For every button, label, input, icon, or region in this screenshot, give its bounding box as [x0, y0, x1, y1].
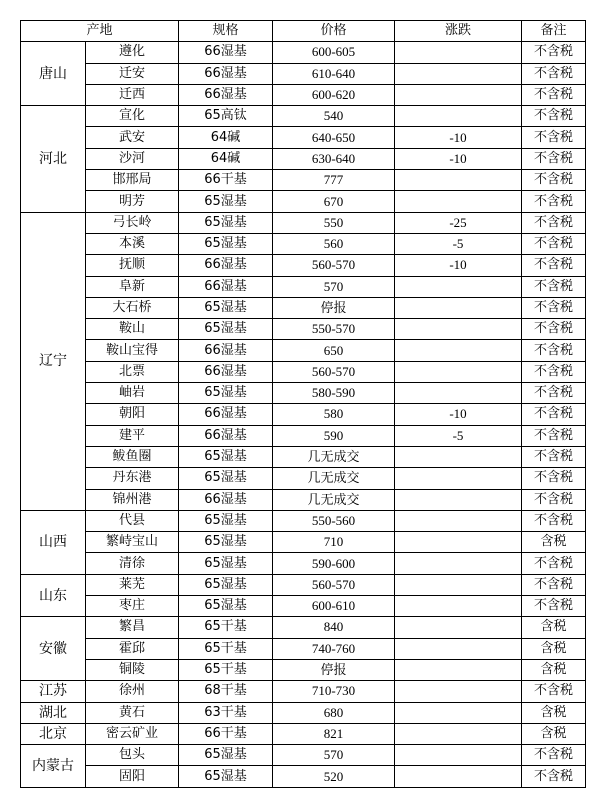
note-cell: 含税	[522, 638, 586, 659]
spec-cell: 66湿基	[179, 340, 273, 361]
note-cell: 不含税	[522, 574, 586, 595]
table-row	[21, 148, 586, 169]
change-cell: -10	[395, 148, 522, 169]
spec-cell: 65湿基	[179, 446, 273, 467]
price-cell: 560-570	[273, 255, 395, 276]
region-cell: 内蒙古	[21, 745, 86, 788]
place-cell: 迁安	[86, 63, 179, 84]
region-cell: 辽宁	[21, 212, 86, 510]
table-row	[21, 553, 586, 574]
note-cell: 不含税	[522, 681, 586, 702]
price-cell: 650	[273, 340, 395, 361]
change-cell	[395, 383, 522, 404]
table-row	[21, 638, 586, 659]
spec-cell: 66湿基	[179, 42, 273, 63]
table-row	[21, 383, 586, 404]
place-cell: 北票	[86, 361, 179, 382]
spec-cell: 65湿基	[179, 532, 273, 553]
price-cell: 840	[273, 617, 395, 638]
change-cell	[395, 574, 522, 595]
price-cell: 580-590	[273, 383, 395, 404]
region-cell: 山西	[21, 510, 86, 574]
note-cell: 含税	[522, 532, 586, 553]
change-cell	[395, 446, 522, 467]
header-price: 价格	[273, 21, 395, 42]
change-cell	[395, 553, 522, 574]
note-cell: 不含税	[522, 148, 586, 169]
change-cell	[395, 319, 522, 340]
change-cell	[395, 617, 522, 638]
table-row	[21, 191, 586, 212]
spec-cell: 64碱	[179, 148, 273, 169]
note-cell: 不含税	[522, 276, 586, 297]
table-row	[21, 319, 586, 340]
table-row	[21, 361, 586, 382]
header-spec: 规格	[179, 21, 273, 42]
spec-cell: 68干基	[179, 681, 273, 702]
note-cell: 不含税	[522, 42, 586, 63]
note-cell: 含税	[522, 702, 586, 723]
header-origin: 产地	[21, 21, 179, 42]
table-row	[21, 276, 586, 297]
place-cell: 宣化	[86, 106, 179, 127]
spec-cell: 66湿基	[179, 489, 273, 510]
price-cell: 610-640	[273, 63, 395, 84]
place-cell: 明芳	[86, 191, 179, 212]
region-cell: 北京	[21, 723, 86, 744]
spec-cell: 65湿基	[179, 233, 273, 254]
place-cell: 霍邱	[86, 638, 179, 659]
price-cell: 520	[273, 766, 395, 787]
place-cell: 锦州港	[86, 489, 179, 510]
note-cell: 不含税	[522, 233, 586, 254]
place-cell: 枣庄	[86, 596, 179, 617]
price-cell: 821	[273, 723, 395, 744]
place-cell: 沙河	[86, 148, 179, 169]
place-cell: 岫岩	[86, 383, 179, 404]
spec-cell: 66湿基	[179, 84, 273, 105]
place-cell: 朝阳	[86, 404, 179, 425]
change-cell	[395, 42, 522, 63]
note-cell: 含税	[522, 659, 586, 680]
note-cell: 不含税	[522, 127, 586, 148]
price-cell: 640-650	[273, 127, 395, 148]
place-cell: 繁峙宝山	[86, 532, 179, 553]
place-cell: 建平	[86, 425, 179, 446]
table-row	[21, 574, 586, 595]
spec-cell: 66干基	[179, 170, 273, 191]
table-row	[21, 745, 586, 766]
place-cell: 弓长岭	[86, 212, 179, 233]
change-cell	[395, 361, 522, 382]
region-cell: 安徽	[21, 617, 86, 681]
change-cell	[395, 766, 522, 787]
table-row	[21, 659, 586, 680]
note-cell: 不含税	[522, 425, 586, 446]
region-cell: 唐山	[21, 42, 86, 106]
table-row	[21, 681, 586, 702]
change-cell	[395, 489, 522, 510]
price-cell: 670	[273, 191, 395, 212]
price-cell: 停报	[273, 659, 395, 680]
spec-cell: 65干基	[179, 638, 273, 659]
table-row	[21, 510, 586, 531]
note-cell: 不含税	[522, 84, 586, 105]
price-cell: 777	[273, 170, 395, 191]
spec-cell: 66湿基	[179, 361, 273, 382]
place-cell: 武安	[86, 127, 179, 148]
change-cell: -10	[395, 127, 522, 148]
table-row	[21, 340, 586, 361]
note-cell: 不含税	[522, 745, 586, 766]
price-cell: 停报	[273, 297, 395, 318]
table-row	[21, 127, 586, 148]
place-cell: 清徐	[86, 553, 179, 574]
place-cell: 大石桥	[86, 297, 179, 318]
note-cell: 含税	[522, 723, 586, 744]
change-cell	[395, 745, 522, 766]
table-row	[21, 596, 586, 617]
spec-cell: 65湿基	[179, 383, 273, 404]
table-row	[21, 63, 586, 84]
note-cell: 不含税	[522, 255, 586, 276]
note-cell: 不含税	[522, 510, 586, 531]
spec-cell: 65湿基	[179, 297, 273, 318]
change-cell	[395, 638, 522, 659]
change-cell	[395, 276, 522, 297]
price-table	[20, 20, 586, 788]
change-cell	[395, 510, 522, 531]
change-cell: -5	[395, 425, 522, 446]
spec-cell: 65湿基	[179, 212, 273, 233]
place-cell: 固阳	[86, 766, 179, 787]
note-cell: 不含税	[522, 63, 586, 84]
spec-cell: 65湿基	[179, 596, 273, 617]
price-cell: 560-570	[273, 361, 395, 382]
place-cell: 铜陵	[86, 659, 179, 680]
price-cell: 570	[273, 745, 395, 766]
change-cell	[395, 659, 522, 680]
spec-cell: 65湿基	[179, 766, 273, 787]
spec-cell: 66湿基	[179, 63, 273, 84]
note-cell: 不含税	[522, 468, 586, 489]
price-cell: 590-600	[273, 553, 395, 574]
price-cell: 600-620	[273, 84, 395, 105]
table-row	[21, 106, 586, 127]
place-cell: 鲅鱼圈	[86, 446, 179, 467]
place-cell: 迁西	[86, 84, 179, 105]
header-row	[21, 21, 586, 42]
spec-cell: 66湿基	[179, 255, 273, 276]
change-cell	[395, 723, 522, 744]
table-row	[21, 446, 586, 467]
price-cell: 630-640	[273, 148, 395, 169]
table-row	[21, 255, 586, 276]
table-row	[21, 766, 586, 787]
table-row	[21, 233, 586, 254]
note-cell: 不含税	[522, 212, 586, 233]
price-cell: 几无成交	[273, 446, 395, 467]
change-cell	[395, 63, 522, 84]
table-body	[21, 42, 586, 787]
note-cell: 不含税	[522, 106, 586, 127]
place-cell: 鞍山	[86, 319, 179, 340]
table-row	[21, 532, 586, 553]
table-row	[21, 425, 586, 446]
spec-cell: 66湿基	[179, 276, 273, 297]
note-cell: 不含税	[522, 170, 586, 191]
table-row	[21, 468, 586, 489]
region-cell: 山东	[21, 574, 86, 617]
header-change: 涨跌	[395, 21, 522, 42]
place-cell: 黄石	[86, 702, 179, 723]
note-cell: 不含税	[522, 340, 586, 361]
price-cell: 540	[273, 106, 395, 127]
price-cell: 740-760	[273, 638, 395, 659]
price-cell: 710	[273, 532, 395, 553]
change-cell	[395, 468, 522, 489]
note-cell: 不含税	[522, 191, 586, 212]
table-row	[21, 489, 586, 510]
region-cell: 湖北	[21, 702, 86, 723]
change-cell	[395, 596, 522, 617]
price-cell: 600-605	[273, 42, 395, 63]
spec-cell: 66干基	[179, 723, 273, 744]
change-cell	[395, 702, 522, 723]
price-cell: 550-560	[273, 510, 395, 531]
place-cell: 遵化	[86, 42, 179, 63]
spec-cell: 65湿基	[179, 745, 273, 766]
price-cell: 550-570	[273, 319, 395, 340]
change-cell	[395, 170, 522, 191]
change-cell	[395, 84, 522, 105]
region-cell: 河北	[21, 106, 86, 212]
note-cell: 不含税	[522, 404, 586, 425]
price-cell: 600-610	[273, 596, 395, 617]
spec-cell: 66湿基	[179, 404, 273, 425]
place-cell: 密云矿业	[86, 723, 179, 744]
table-row	[21, 404, 586, 425]
place-cell: 抚顺	[86, 255, 179, 276]
place-cell: 代县	[86, 510, 179, 531]
change-cell	[395, 532, 522, 553]
spec-cell: 65湿基	[179, 553, 273, 574]
change-cell	[395, 681, 522, 702]
note-cell: 不含税	[522, 766, 586, 787]
change-cell	[395, 297, 522, 318]
note-cell: 不含税	[522, 489, 586, 510]
price-cell: 几无成交	[273, 489, 395, 510]
place-cell: 包头	[86, 745, 179, 766]
spec-cell: 65高钛	[179, 106, 273, 127]
spec-cell: 65干基	[179, 617, 273, 638]
price-cell: 680	[273, 702, 395, 723]
place-cell: 繁昌	[86, 617, 179, 638]
spec-cell: 65湿基	[179, 191, 273, 212]
change-cell	[395, 106, 522, 127]
table-row	[21, 212, 586, 233]
price-cell: 550	[273, 212, 395, 233]
spec-cell: 65湿基	[179, 510, 273, 531]
place-cell: 阜新	[86, 276, 179, 297]
price-cell: 570	[273, 276, 395, 297]
place-cell: 鞍山宝得	[86, 340, 179, 361]
price-cell: 560	[273, 233, 395, 254]
note-cell: 不含税	[522, 383, 586, 404]
change-cell: -5	[395, 233, 522, 254]
price-cell: 几无成交	[273, 468, 395, 489]
spec-cell: 65湿基	[179, 319, 273, 340]
table-row	[21, 170, 586, 191]
table-row	[21, 723, 586, 744]
table-row	[21, 702, 586, 723]
spec-cell: 66湿基	[179, 425, 273, 446]
change-cell: -25	[395, 212, 522, 233]
spec-cell: 65湿基	[179, 468, 273, 489]
note-cell: 不含税	[522, 319, 586, 340]
note-cell: 不含税	[522, 596, 586, 617]
note-cell: 含税	[522, 617, 586, 638]
price-cell: 580	[273, 404, 395, 425]
table-row	[21, 617, 586, 638]
spec-cell: 63干基	[179, 702, 273, 723]
change-cell: -10	[395, 255, 522, 276]
place-cell: 徐州	[86, 681, 179, 702]
spec-cell: 64碱	[179, 127, 273, 148]
place-cell: 莱芜	[86, 574, 179, 595]
table-row	[21, 42, 586, 63]
place-cell: 邯邢局	[86, 170, 179, 191]
change-cell: -10	[395, 404, 522, 425]
note-cell: 不含税	[522, 361, 586, 382]
price-cell: 710-730	[273, 681, 395, 702]
price-cell: 560-570	[273, 574, 395, 595]
table-row	[21, 84, 586, 105]
region-cell: 江苏	[21, 681, 86, 702]
note-cell: 不含税	[522, 297, 586, 318]
spec-cell: 65干基	[179, 659, 273, 680]
price-cell: 590	[273, 425, 395, 446]
header-note: 备注	[522, 21, 586, 42]
place-cell: 丹东港	[86, 468, 179, 489]
note-cell: 不含税	[522, 446, 586, 467]
place-cell: 本溪	[86, 233, 179, 254]
change-cell	[395, 191, 522, 212]
table-row	[21, 297, 586, 318]
spec-cell: 65湿基	[179, 574, 273, 595]
note-cell: 不含税	[522, 553, 586, 574]
change-cell	[395, 340, 522, 361]
